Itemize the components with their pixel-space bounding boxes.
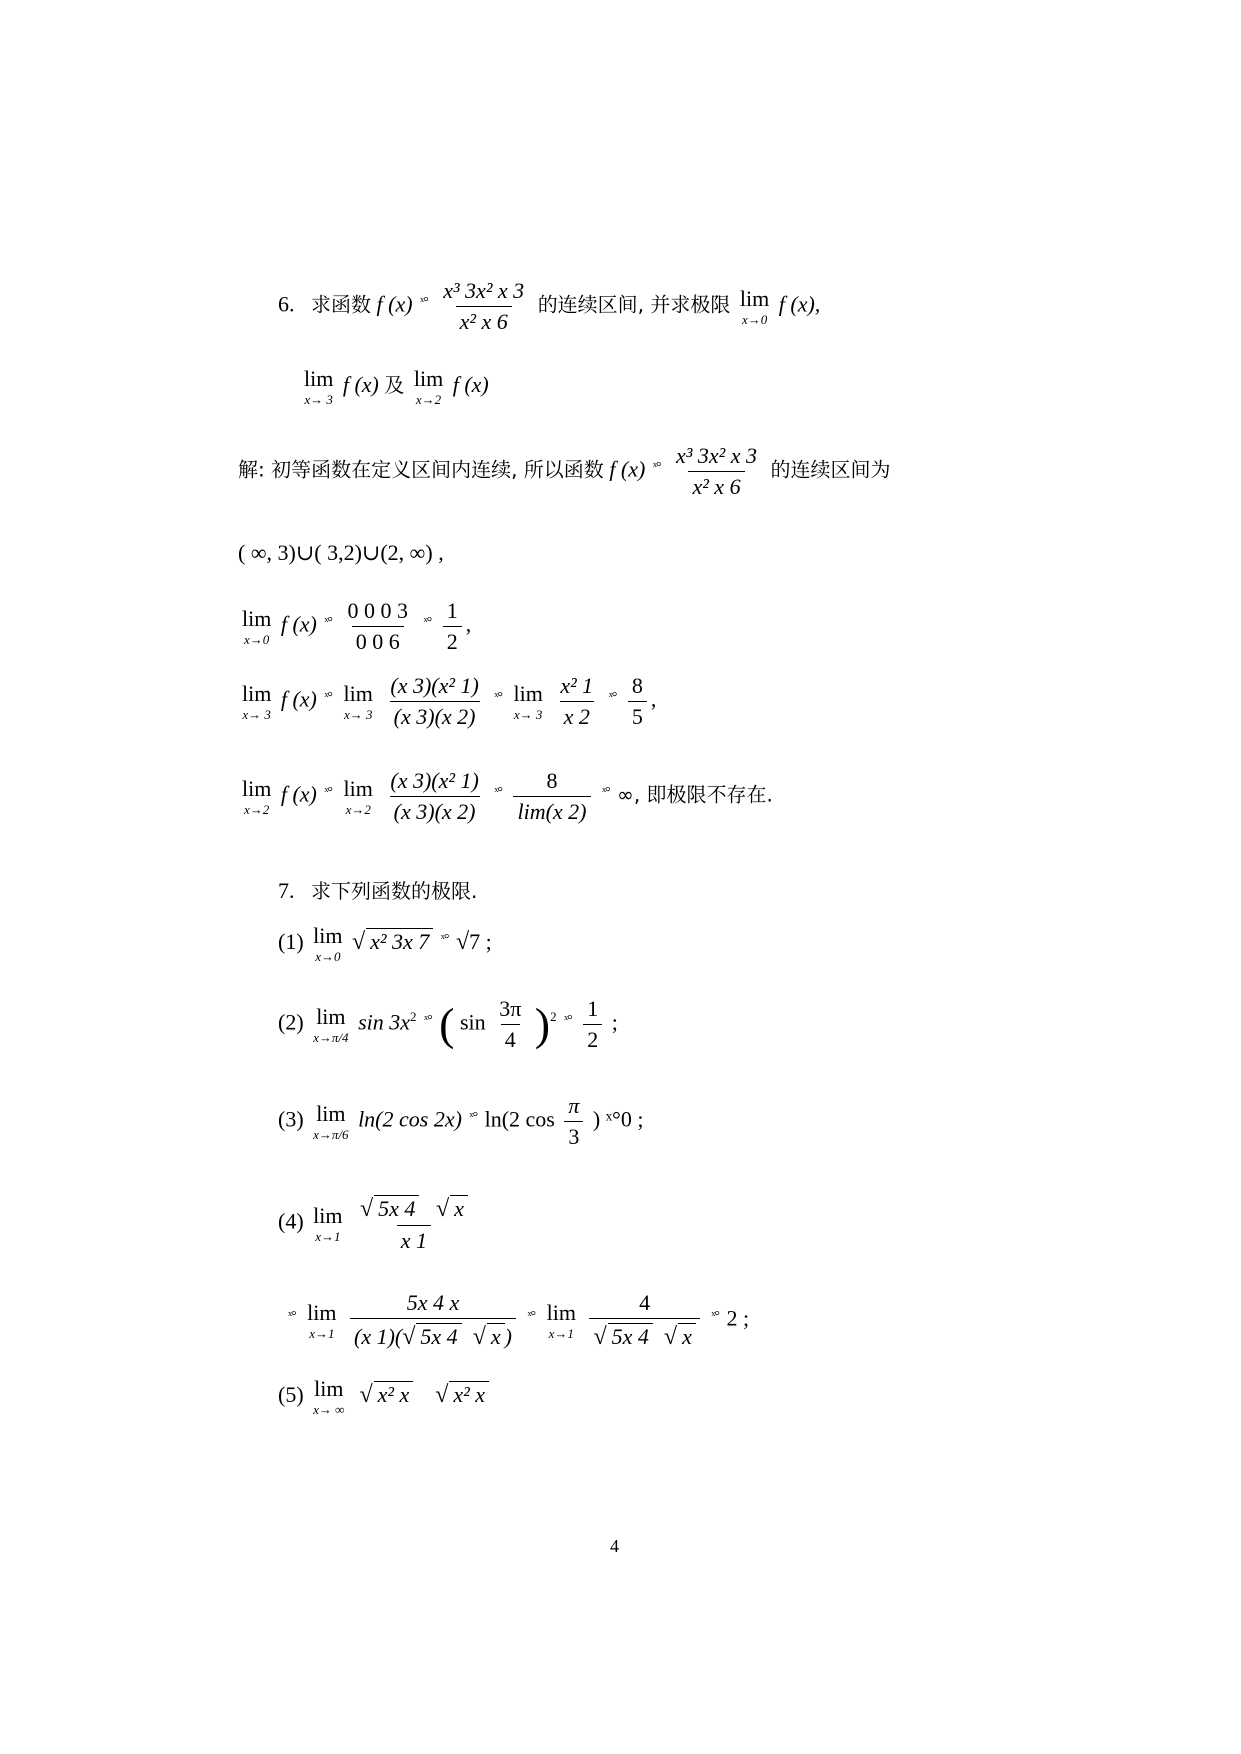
q7-p3-label: (3) — [278, 1106, 304, 1132]
q6-line-2 — [300, 368, 489, 406]
sol-l2-fx: f (x) — [280, 686, 317, 712]
q7-p2-den: 4 — [501, 1024, 520, 1051]
q7-p4b-lim-sub: x→1 — [309, 1325, 335, 1341]
q7-p4c-num: 4 — [639, 1290, 651, 1315]
q7-p3-result: ) ˣ°0 ; — [592, 1106, 644, 1132]
sol-l2-mark-2: ˣ° — [494, 689, 502, 705]
q7-part-4 — [278, 1195, 476, 1252]
sol-l3-lim-b: lim x→2 — [343, 775, 373, 817]
q6-label: 6. — [278, 291, 295, 317]
sol-l1-res-den: 2 — [443, 626, 462, 653]
sol-l1-mark: ˣ° — [324, 614, 333, 630]
q7-p4-num: √ 5x 4 √ x — [356, 1195, 472, 1225]
q6-and: 及 — [384, 373, 405, 398]
q6-line-1 — [278, 280, 820, 333]
q7-p2-label: (2) — [278, 1009, 304, 1035]
sol-l3-tail: ∞, 即极限不存在. — [617, 782, 773, 807]
q7-p4b-fraction — [350, 1292, 516, 1349]
q7-p4b-den-b: x — [487, 1323, 505, 1348]
sol-l1-num: 0 0 0 3 — [347, 598, 409, 623]
sol-l1-lim-sub: x→0 — [244, 631, 270, 647]
sol-l3-lim-sub: x→2 — [244, 801, 270, 817]
sol-l2-result — [628, 675, 647, 728]
q7-p5-label: (5) — [278, 1382, 304, 1408]
sol-line-1 — [238, 445, 891, 498]
q7-p4b-lim: lim x→1 — [307, 1299, 337, 1341]
q7-label: 7. — [278, 878, 295, 903]
sol-l2-lim-sub: x→ 3 — [242, 706, 271, 722]
q7-part-3 — [278, 1095, 643, 1148]
q7-heading — [278, 880, 477, 902]
q7-p5-a: x² x — [374, 1381, 414, 1406]
q7-p2-mark-2: ˣ° — [564, 1012, 572, 1028]
sol-limit-2 — [238, 770, 773, 823]
sol-l3-mark-2: ˣ° — [494, 784, 502, 800]
page-number: 4 — [610, 1536, 619, 1556]
sol-l2-fraction-b — [556, 675, 597, 728]
q6-lead: 求函数 — [311, 292, 371, 317]
q7-p1-lim: lim x→0 — [313, 923, 343, 964]
sol-l1-fx: f (x) — [280, 611, 317, 637]
sol-l3-lim-b-sub: x→2 — [345, 801, 371, 817]
q7-part-1 — [278, 925, 492, 963]
sol-l2-lim-c: lim x→ 3 — [513, 680, 543, 722]
q7-p4c-den-b: x — [678, 1323, 696, 1348]
q7-p2-expr: sin 3x — [358, 1009, 411, 1035]
q7-p1-label: (1) — [278, 929, 304, 955]
q6-fx-2: f (x) — [452, 372, 489, 398]
sol-fraction — [672, 445, 761, 498]
q7-p2-mark: ˣ° — [424, 1012, 432, 1028]
sol-mark: ˣ° — [652, 459, 661, 475]
sol-l2-lim: lim x→ 3 — [242, 680, 272, 722]
q7-p4-den: x 1 — [397, 1225, 431, 1252]
q7-p2-lim-sub: x→π/4 — [313, 1029, 349, 1045]
sol-numerator: x³ 3x² x 3 — [676, 443, 757, 468]
sol-f: f (x) — [609, 456, 646, 482]
q7-p4b-num: 5x 4 x — [406, 1290, 460, 1315]
q7-p4b-den-a: 5x 4 — [416, 1323, 461, 1348]
q7-p2-fraction — [495, 998, 525, 1051]
sol-l2-mark: ˣ° — [324, 689, 333, 705]
q7-p4-fraction — [356, 1195, 472, 1252]
sol-l1-lim: lim x→0 — [242, 605, 272, 647]
q7-p4c-lim-sub: x→1 — [548, 1325, 574, 1341]
sol-l1-mark-2: ˣ° — [423, 614, 432, 630]
sol-lead: 解: 初等函数在定义区间内连续, 所以函数 — [238, 457, 604, 482]
q7-p1-result: 7 ; — [469, 929, 492, 955]
sqrt-icon: √ — [435, 1382, 449, 1409]
q7-p4b-mark: ˣ° — [288, 1308, 296, 1324]
q7-p2-result — [583, 998, 602, 1051]
q7-p3-fraction — [564, 1095, 583, 1148]
sol-l2-num: (x 3)(x² 1) — [390, 673, 479, 698]
sol-l3-res-den: lim(x 2) — [513, 796, 590, 823]
q7-p4-lim-sub: x→1 — [315, 1228, 341, 1244]
q7-p3-mid: ln(2 cos — [484, 1106, 555, 1132]
q6-lim-m3-sub: x→ 3 — [304, 392, 333, 407]
q7-p4-num-b: x — [450, 1195, 468, 1220]
sol-l2-den: (x 3)(x 2) — [390, 701, 480, 728]
q7-p1-mark: ˣ° — [440, 932, 449, 948]
q6-fx-1: f (x) — [342, 372, 379, 398]
q7-p2-res-num: 1 — [587, 996, 599, 1021]
q6-lim-2: lim x→2 — [413, 366, 444, 407]
sqrt-icon: √ — [359, 1382, 373, 1409]
q7-p3-num: π — [568, 1093, 580, 1118]
q6-fraction — [439, 280, 528, 333]
q6-lim-m3: lim x→ 3 — [304, 366, 334, 407]
sol-limit-0: lim x→0 f (x) $^{ˣ^\circ}$ $\frac{0 0 0 3}{0 0 6}$ $^{ˣ^\circ}$ $\frac{1}{2}$ , — [242, 598, 472, 654]
sol-l3-fraction — [386, 770, 482, 823]
sol-l2-lim-b-sub: x→ 3 — [343, 706, 373, 722]
q7-p5-b: x² x — [449, 1381, 489, 1406]
q6-mark: ˣ° — [420, 294, 428, 310]
sqrt-icon: √ — [455, 929, 470, 956]
sol-l2-fraction — [386, 675, 482, 728]
q7-p3-den: 3 — [564, 1121, 583, 1148]
q7-p4c-fraction — [589, 1292, 699, 1349]
sol-l3-num: (x 3)(x² 1) — [390, 768, 479, 793]
sol-tail: 的连续区间为 — [770, 457, 891, 482]
q7-p4c-den-a: 5x 4 — [608, 1323, 653, 1348]
sol-l1-den: 0 0 6 — [352, 626, 404, 653]
q7-part-2: (2) lim x→π/4 $\sin 3x^2$ $^{ˣ^\circ}$ ( sin $\frac{3\pi}{4}$ )$^2$ $^{ˣ^\circ}$ $\frac{1}{2}$ ; — [278, 996, 618, 1052]
q7-p4-num-a: 5x 4 — [374, 1195, 419, 1220]
q6-lim-0-sub: x→0 — [741, 311, 768, 327]
q6-numerator: x³ 3x² x 3 — [443, 278, 525, 303]
q6-denominator: x² x 6 — [456, 306, 512, 333]
left-paren-icon: ( — [439, 998, 455, 1050]
q7-p4c-mark: ˣ° — [711, 1308, 719, 1324]
q6-lim-0: lim x→0 — [739, 285, 770, 327]
q7-p2-lim: lim x→π/4 — [313, 1003, 349, 1045]
sol-limit-m3: lim x→ 3 f (x) $^{ˣ^\circ}$ lim x→ 3 $\frac{\text{(x 3)(x² 1)}}{(x 3)(x 2)}$ $^{ˣ^\circ}$ lim x→ 3 $\frac{\text{x² 1}}{x 2}$ $^{ˣ^\circ}$ $\frac{8}{5}$ , — [242, 673, 657, 729]
q7-p1-lim-sub: x→0 — [315, 949, 341, 964]
sol-l2-res-den: 5 — [628, 701, 647, 728]
sol-l3-mark: ˣ° — [324, 784, 333, 800]
sol-l3-res-num: 8 — [546, 768, 558, 793]
sol-l3-result — [513, 770, 590, 823]
q7-p3-expr: ln(2 cos 2x) — [358, 1106, 462, 1132]
q7-p4c-lim: lim x→1 — [546, 1299, 576, 1341]
q7-p4-result: 2 ; — [726, 1305, 750, 1331]
q7-p2-num: 3π — [499, 996, 522, 1021]
q7-p3-lim-sub: x→π/6 — [313, 1126, 349, 1142]
q7-p2-res-den: 2 — [583, 1024, 602, 1051]
q7-p4b-den-pre: (x 1)( — [354, 1324, 403, 1349]
sol-l2-lim-b: lim x→ 3 — [343, 680, 373, 722]
q6-fx-comma: f (x), — [778, 291, 821, 317]
q6-mid: 的连续区间, 并求极限 — [537, 292, 731, 317]
q7-p5-lim: lim x→ ∞ — [313, 1376, 345, 1417]
right-paren-icon: ) — [534, 998, 551, 1050]
sol-l2-b-den: x 2 — [560, 701, 594, 728]
sol-l2-b-num: x² 1 — [560, 673, 594, 698]
sqrt-icon: √ — [352, 929, 366, 956]
sol-l1-res-num: 1 — [446, 598, 458, 623]
sol-l3-fx: f (x) — [280, 781, 317, 807]
q7-p4b-mark-2: ˣ° — [527, 1308, 536, 1324]
q7-p4c-den: √ 5x 4 √ x — [589, 1318, 699, 1349]
q7-p1-radicand: x² 3x 7 — [366, 928, 433, 953]
q7-p3-lim: lim x→π/6 — [313, 1100, 349, 1142]
sol-l2-lim-c-sub: x→ 3 — [513, 706, 543, 722]
q7-p4-label: (4) — [278, 1208, 304, 1234]
sol-l3-lim: lim x→2 — [242, 775, 272, 817]
sol-l2-res-num: 8 — [631, 673, 643, 698]
q6-lim-2-sub: x→2 — [415, 392, 442, 407]
q6-f: f (x) — [376, 291, 413, 317]
sol-denominator: x² x 6 — [688, 471, 744, 498]
q7-p5-lim-sub: x→ ∞ — [313, 1402, 345, 1417]
sol-l3-mark-3: ˣ° — [602, 784, 610, 800]
q7-lead: 求下列函数的极限. — [311, 879, 478, 903]
q7-part-5 — [278, 1378, 489, 1416]
sol-interval: ( ∞, 3)∪( 3,2)∪(2, ∞) , — [238, 540, 444, 565]
q7-p4-lim: lim x→1 — [313, 1202, 343, 1244]
q7-p2-sin: sin — [460, 1009, 486, 1035]
q7-part-4-cont — [286, 1292, 749, 1349]
sol-l2-mark-3: ˣ° — [608, 689, 617, 705]
sol-l1-fraction — [344, 600, 413, 653]
q7-p4b-den: (x 1)(√ 5x 4 √ x ) — [350, 1318, 516, 1349]
sol-l3-den: (x 3)(x 2) — [390, 796, 480, 823]
q7-p3-mark: ˣ° — [469, 1109, 478, 1125]
sol-l1-result — [443, 600, 462, 653]
